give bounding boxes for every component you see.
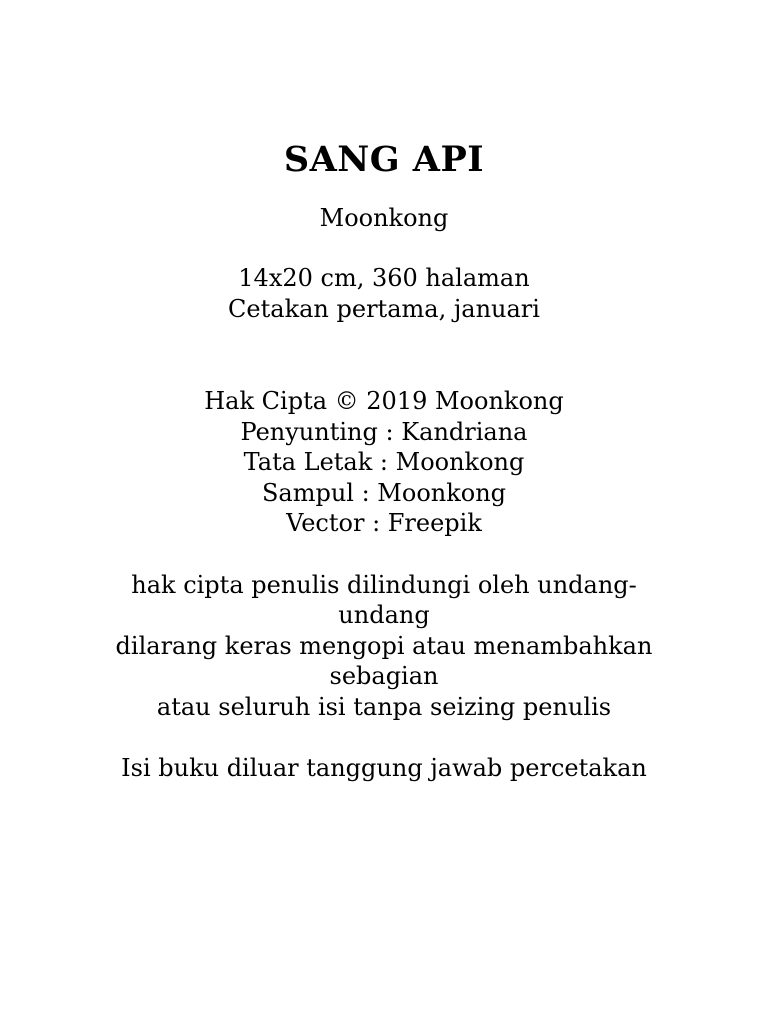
notice-line: sebagian [329,662,439,690]
printing-disclaimer: Isi buku diluar tanggung jawab percetakan [121,754,647,782]
notice-line: dilarang keras mengopi atau menambahkan [115,632,653,660]
copyright-line: Hak Cipta © 2019 Moonkong [204,387,564,415]
book-format: 14x20 cm, 360 halaman [238,264,530,292]
vector-credit: Vector : Freepik [286,509,482,537]
cover-credit: Sampul : Moonkong [261,479,507,507]
notice-line: atau seluruh isi tanpa seizing penulis [156,693,612,721]
notice-line: undang [338,601,430,629]
notice-line: hak cipta penulis dilindungi oleh undang- [131,571,637,599]
author-name: Moonkong [319,204,449,232]
editor-credit: Penyunting : Kandriana [240,418,528,446]
layout-credit: Tata Letak : Moonkong [243,448,525,476]
edition-info: Cetakan pertama, januari [228,295,540,323]
book-title: SANG API [283,139,485,180]
